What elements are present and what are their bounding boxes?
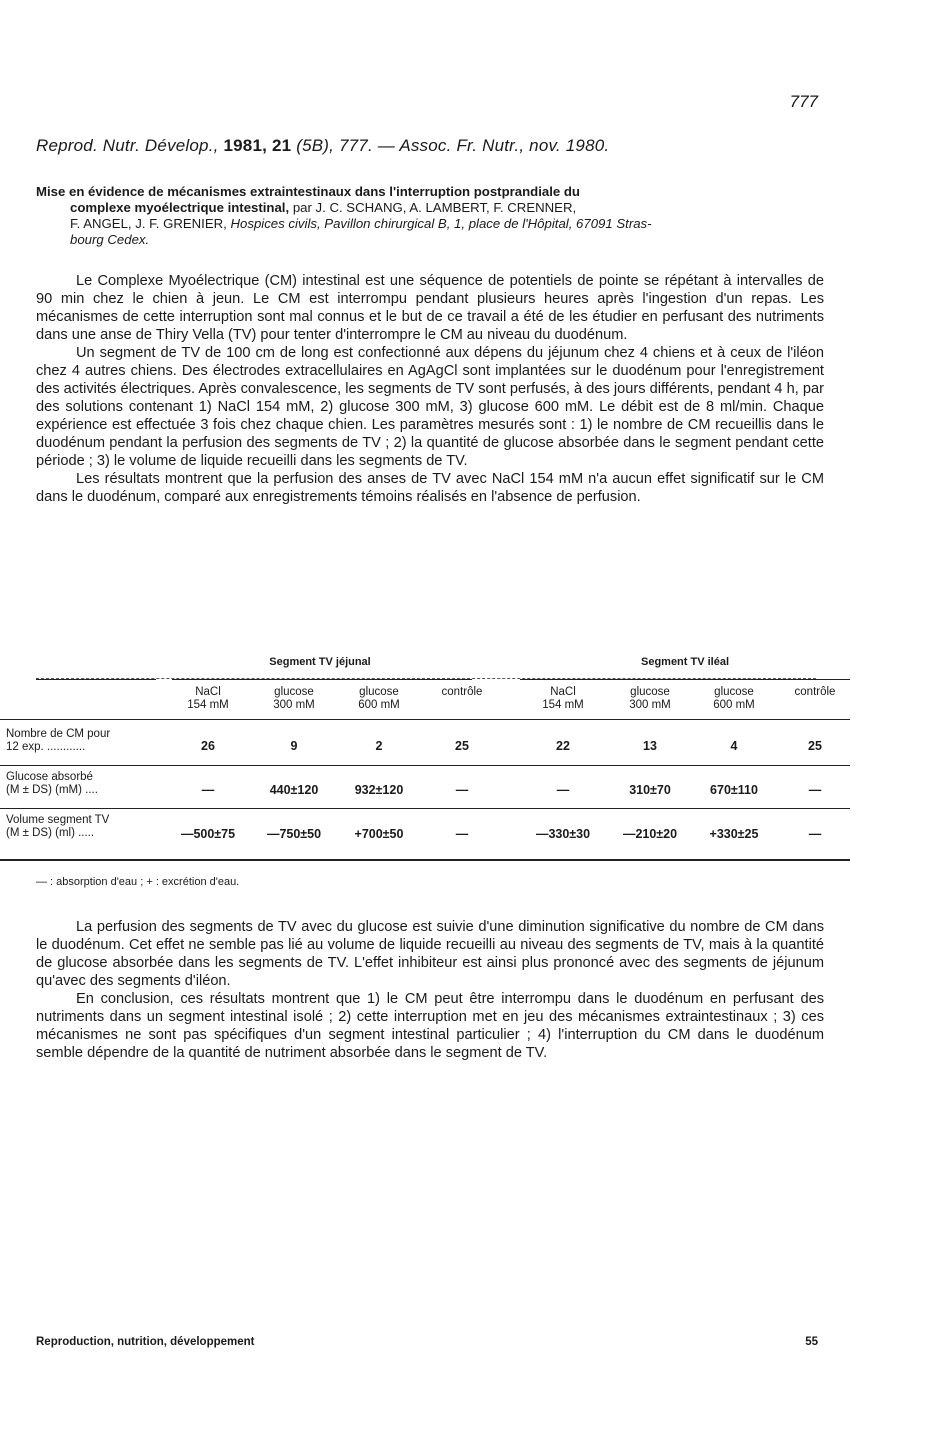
footer-page-number: 55 xyxy=(805,1336,818,1348)
table-cell: 2 xyxy=(375,739,383,753)
row-label: Volume segment TV (M ± DS) (ml) ..... xyxy=(6,814,110,839)
table-cell: 932±120 xyxy=(354,783,404,797)
citation-year: 1981, xyxy=(223,136,268,155)
paragraph: Les résultats montrent que la perfusion des anses de TV avec NaCl 154 mM n'a aucun effet significatif sur le CM dans le duodénum, comparé aux enregistrements témoins réalisés en l'absence de perfusion. xyxy=(36,471,824,505)
table-cell: 670±110 xyxy=(710,783,758,797)
table-cell: 13 xyxy=(643,739,657,753)
table-cell: 25 xyxy=(455,739,469,753)
citation-meeting: Assoc. Fr. Nutr., nov. 1980. xyxy=(399,136,610,155)
paragraph: En conclusion, ces résultats montrent que 1) le CM peut être interrompu dans le duodénum en perfusant des nutriments dans un segment intestinal isolé ; 2) cette interruption met en jeu des mécanismes extraintestinaux ; 3) ces mécanismes ne sont pas spécifiques d'un segment intestinal particulier ; 4) l'interruption du CM dans le duodénum semble dépendre de la quantité de nutriment absorbée dans le segment de TV. xyxy=(36,991,824,1061)
citation-volume: 21 xyxy=(271,136,292,155)
table-cell: 440±120 xyxy=(269,783,319,797)
table-rule xyxy=(36,679,156,680)
journal-name: Reprod. Nutr. Dévelop., xyxy=(36,136,219,155)
body-bottom xyxy=(36,918,824,1062)
table-cell: 25 xyxy=(808,739,822,753)
table-cell: — xyxy=(556,783,570,797)
table-cell: 9 xyxy=(290,739,298,753)
column-header: contrôle xyxy=(441,686,483,698)
table-footnote: — : absorption d'eau ; + : excrétion d'eau. xyxy=(36,876,240,888)
table-rule xyxy=(0,808,850,809)
article-affiliation-cont: bourg Cedex. xyxy=(70,232,150,247)
table-cell: 4 xyxy=(730,739,738,753)
table-cell: — xyxy=(455,827,469,841)
table-cell: — xyxy=(201,783,215,797)
table-cell: 26 xyxy=(201,739,215,753)
citation-issue-pages: (5B), 777. — xyxy=(296,136,396,155)
table-rule xyxy=(0,719,850,720)
page-number: 777 xyxy=(789,92,818,111)
results-table xyxy=(0,648,930,878)
table-cell: +330±25 xyxy=(709,827,759,841)
table-cell: +700±50 xyxy=(354,827,404,841)
citation xyxy=(36,136,609,156)
paragraph: La perfusion des segments de TV avec du glucose est suivie d'une diminution significative du nombre de CM dans le duodénum. Cet effet ne semble pas lié au volume de liquide recueilli au niveau des segments de TV, mais à la quantité de glucose absorbée dans les segments de TV. L'effet inhibiteur est ainsi plus prononcé avec des segments de jéjunum qu'avec des segments d'iléon. xyxy=(36,919,824,989)
table-cell: —210±20 xyxy=(622,827,678,841)
table-rule xyxy=(0,765,850,766)
article-title-line1: Mise en évidence de mécanismes extraintestinaux dans l'interruption postprandiale du xyxy=(36,184,580,199)
body-top xyxy=(36,272,824,506)
table-cell: — xyxy=(808,783,822,797)
article-title-line2: complexe myoélectrique intestinal, xyxy=(70,200,290,215)
group-header-ileal: Segment TV iléal xyxy=(640,656,730,668)
article-authors-cont: F. ANGEL, J. F. GRENIER, xyxy=(70,216,227,231)
row-label: Glucose absorbé (M ± DS) (mM) .... xyxy=(6,771,98,796)
article-header xyxy=(36,184,824,248)
column-header: contrôle xyxy=(794,686,836,698)
column-header: NaCl 154 mM xyxy=(542,686,584,711)
table-cell: 310±70 xyxy=(629,783,671,797)
column-header: glucose 300 mM xyxy=(629,686,671,711)
table-rule xyxy=(520,679,850,680)
table-rule xyxy=(0,859,850,861)
article-affiliation: Hospices civils, Pavillon chirurgical B, 1, place de l'Hôpital, 67091 Stras- xyxy=(230,216,652,231)
table-cell: — xyxy=(808,827,822,841)
column-header: glucose 300 mM xyxy=(273,686,315,711)
table-cell: — xyxy=(455,783,469,797)
table-cell: —750±50 xyxy=(266,827,322,841)
paragraph: Un segment de TV de 100 cm de long est confectionné aux dépens du jéjunum chez 4 chiens et à ceux de l'iléon chez 4 autres chiens. Des électrodes extracellulaires en AgAgCl sont implantées sur le duodénum pour l'enregistrement des activités électriques. Après convalescence, les segments de TV sont perfusés, à des jours différents, pendant 4 h, par des solutions contenant 1) NaCl 154 mM, 2) glucose 300 mM, 3) glucose 600 mM. Le débit est de 8 ml/min. Chaque expérience est effectuée 3 fois chez chaque chien. Les paramètres mesurés sont : 1) le nombre de CM recueillis dans le duodénum pendant la perfusion des segments de TV ; 2) la quantité de glucose absorbée dans le segment pendant cette période ; 3) le volume de liquide recueilli dans les segments de TV. xyxy=(36,345,824,469)
column-header: NaCl 154 mM xyxy=(187,686,229,711)
table-cell: 22 xyxy=(556,739,570,753)
row-label: Nombre de CM pour 12 exp. ............ xyxy=(6,728,111,753)
footer-journal: Reproduction, nutrition, développement xyxy=(36,1336,255,1348)
column-header: glucose 600 mM xyxy=(358,686,400,711)
paragraph: Le Complexe Myoélectrique (CM) intestinal est une séquence de potentiels de pointe se répétant à intervalles de 90 min chez le chien à jeun. Le CM est interrompu pendant plusieurs heures après l'ingestion d'un repas. Les mécanismes de cette interruption sont mal connus et le but de ce travail a été de les étudier en perfusant des nutriments dans une anse de Thiry Vella (TV) pour tenter d'interrompre le CM au niveau du duodénum. xyxy=(36,273,824,343)
table-rule xyxy=(172,679,472,680)
table-cell: —330±30 xyxy=(535,827,591,841)
column-header: glucose 600 mM xyxy=(713,686,755,711)
table-cell: —500±75 xyxy=(180,827,236,841)
group-header-jejunal: Segment TV jéjunal xyxy=(269,656,371,668)
article-authors: par J. C. SCHANG, A. LAMBERT, F. CRENNER, xyxy=(292,200,577,215)
